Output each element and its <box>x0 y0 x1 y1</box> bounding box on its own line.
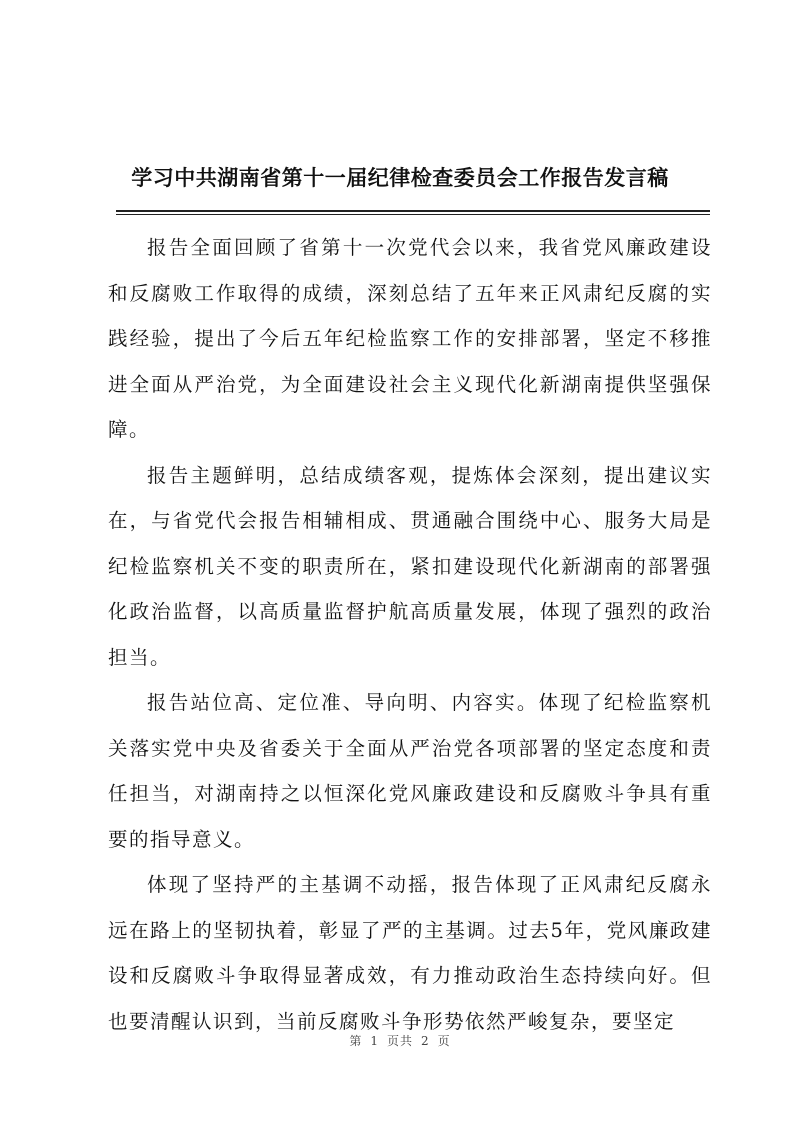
footer-mid: 页共 <box>386 1034 413 1048</box>
document-title: 学习中共湖南省第十一届纪律检查委员会工作报告发言稿 <box>131 165 669 190</box>
title-divider-thick <box>116 210 710 212</box>
document-body <box>108 225 712 1044</box>
footer-suffix: 页 <box>437 1034 451 1048</box>
paragraph-2: 报告主题鲜明，总结成绩客观，提炼体会深刻，提出建议实在，与省党代会报告相辅相成、贯通融合围绕中心、服务大局是纪检监察机关不变的职责所在，紧扣建设现代化新湖南的部署强化政治监督，以高质量监督护航高质量发展，体现了强烈的政治担当。 <box>108 463 712 669</box>
page-footer <box>0 1032 800 1050</box>
paragraph-3: 报告站位高、定位准、导向明、内容实。体现了纪检监察机关落实党中央及省委关于全面从严治党各项部署的坚定态度和责任担当，对湖南持之以恒深化党风廉政建设和反腐败斗争具有重要的指导意义。 <box>108 691 712 851</box>
title-divider-thin <box>116 214 710 215</box>
footer-current-page: 1 <box>370 1034 379 1048</box>
paragraph-1: 报告全面回顾了省第十一次党代会以来，我省党风廉政建设和反腐败工作取得的成绩，深刻总结了五年来正风肃纪反腐的实践经验，提出了今后五年纪检监察工作的安排部署，坚定不移推进全面从严治党，为全面建设社会主义现代化新湖南提供坚强保障。 <box>108 236 712 441</box>
footer-prefix: 第 <box>349 1034 363 1048</box>
footer-total-pages: 2 <box>421 1034 430 1048</box>
paragraph-4: 体现了坚持严的主基调不动摇，报告体现了正风肃纪反腐永远在路上的坚韧执着，彰显了严的主基调。过去5年，党风廉政建设和反腐败斗争取得显著成效，有力推动政治生态持续向好。但也要清醒认识到，当前反腐败斗争形势依然严峻复杂，要坚定 <box>108 873 712 1033</box>
